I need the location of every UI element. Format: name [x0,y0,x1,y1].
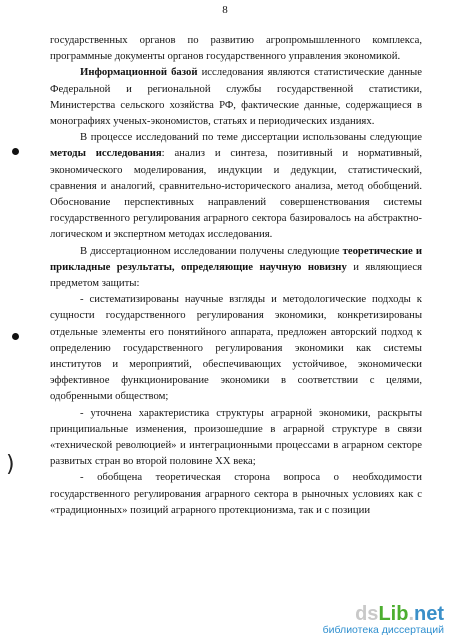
term-information-base: Информационной базой [80,66,198,79]
paragraph-intro: В процессе исследований по теме диссертации использованы следующие [80,131,422,144]
watermark-tagline: библиотека диссертаций [322,624,444,636]
margin-dot [12,333,19,340]
margin-dot [12,148,19,155]
paragraph-scientific-novelty [50,243,422,292]
page-number: 8 [222,4,228,16]
list-item: - систематизированы научные взгляды и методологические подходы к сущности государственного регулирования экономики, конкретизированы отдельные элементы его понятийного аппарата, предложен авторский подход к определению государственного регулирования экономики как системы институтов и мероприятий, обеспечивающих устойчивое, экономически эффективное функционирование экономики в соответствии с целями, одобренными обществом; [50,293,422,403]
watermark [323,604,444,636]
term-research-methods: методы исследования [50,147,162,160]
paragraph-sources-continued: государственных органов по развитию агропромышленного комплекса, программные документы органов государственного управления экономикой. [50,34,422,63]
paragraph-text: и являющиеся предметом защиты: [50,260,422,290]
paragraph-information-base [50,64,422,129]
list-item: - обобщена теоретическая сторона вопроса о необходимости государственного регулирования аграрного сектора в рыночных условиях как с «традиционных» позиций аграрного протекционизма, так и с позиции [50,471,422,516]
watermark-logo: dsLib.net [355,603,444,625]
document-body [50,32,422,518]
term-scientific-novelty: теоретические и прикладные результаты, определяющие научную новизну [50,244,423,273]
scan-mark-bracket: ) [6,452,15,477]
paragraph-research-methods [50,129,422,242]
paragraph-intro: В диссертационном исследовании получены следующие [80,244,343,257]
paragraph-text: : анализ и синтеза, позитивный и нормативный, экономического моделирования, индукции и дедукции, статистический, сравнения и аналогий, сравнительно-исторического анализа, метод обобщений. Обоснование перспективных направлений совершенствования системы государственного регулирования аграрного сектора базировалось на абстрактно-логическом и экспертном методах исследования. [50,147,423,241]
paragraph-text: исследования являются статистические данные Федеральной и региональной службы государственной статистики, Министерства сельского хозяйства РФ, фактические данные, содержащиеся в монографиях ученых-экономистов, статьях и периодических изданиях. [50,66,422,128]
list-item: - уточнена характеристика структуры аграрной экономики, раскрыты принципиальные изменения, произошедшие в аграрной структуре в связи «технической революцией» и интеграционными процессами в аграрном секторе развитых стран во второй половине XX века; [50,406,422,468]
